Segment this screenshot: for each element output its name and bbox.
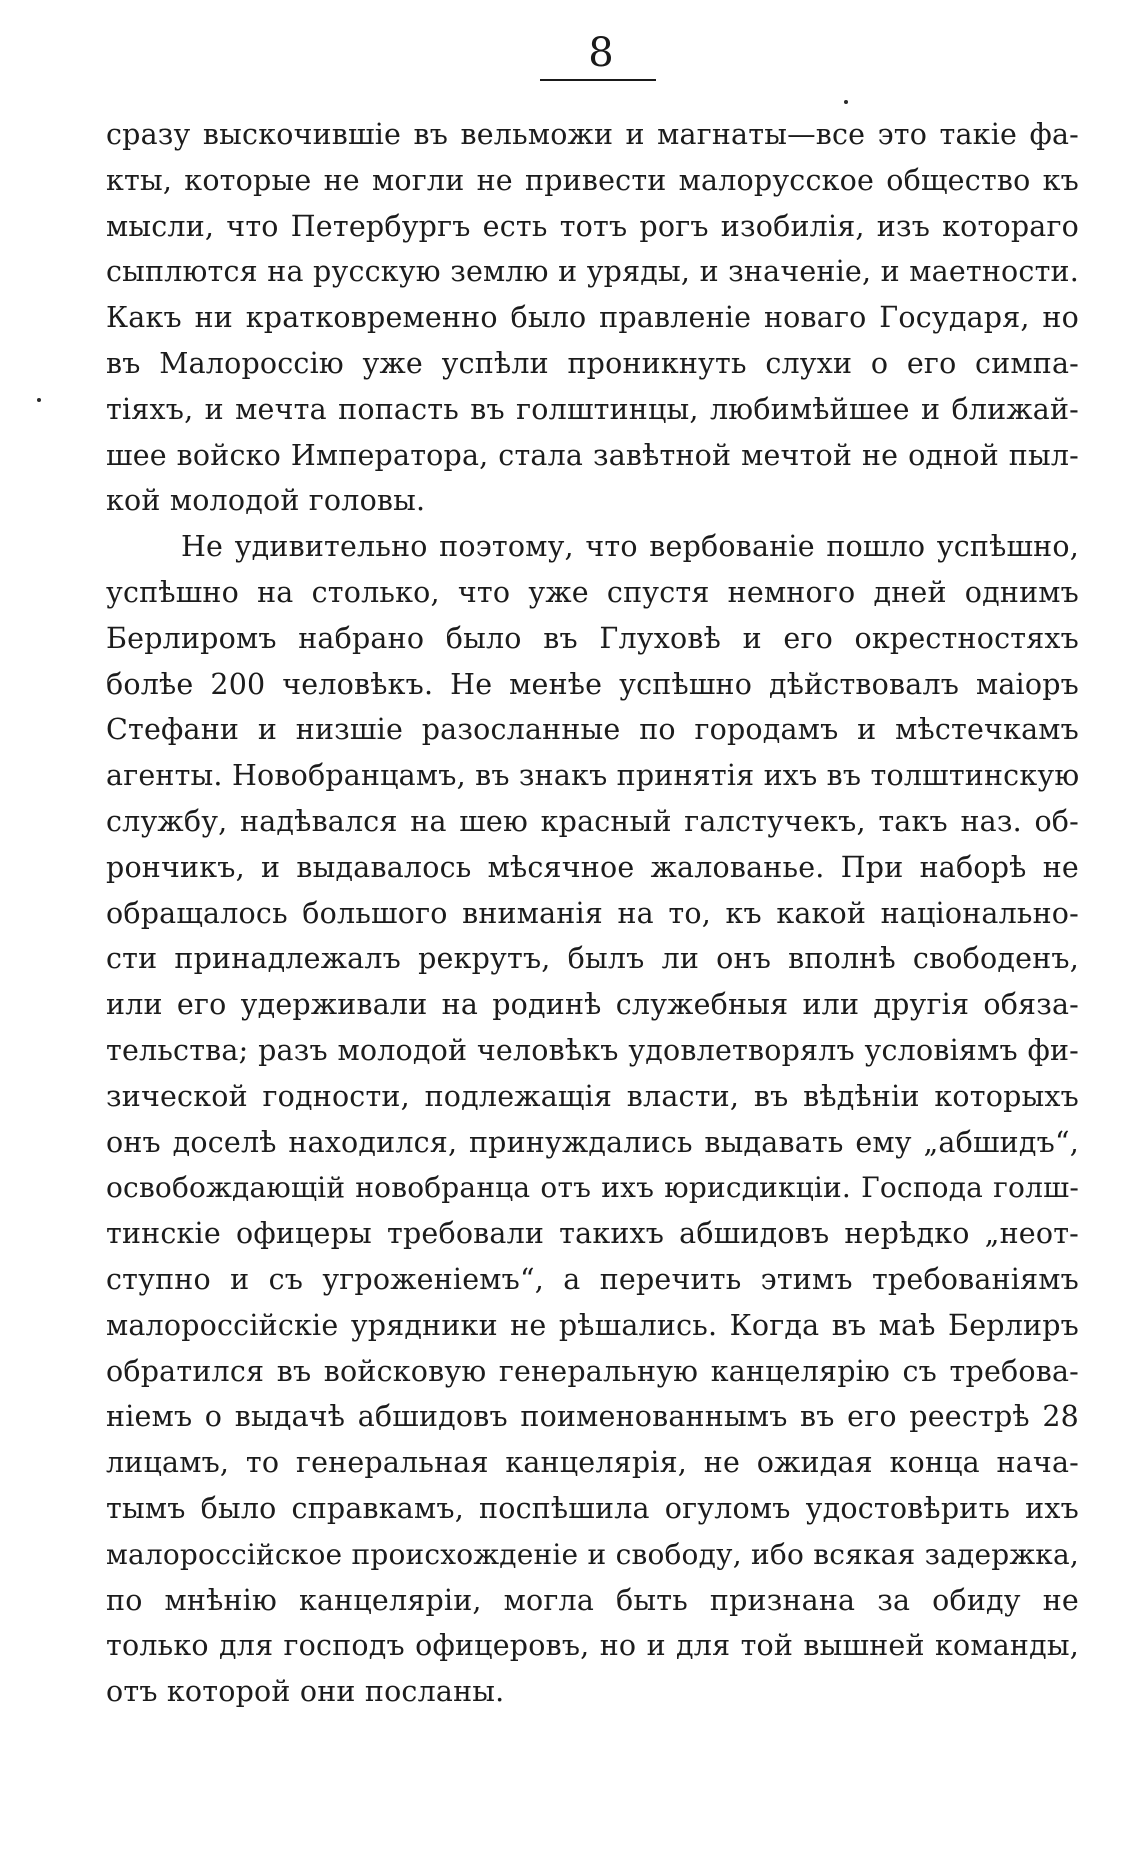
text-line: зической годности, подлежащія власти, въ вѣдѣніи которыхъ [106,1079,1079,1113]
text-line: тельства; разъ молодой человѣкъ удовлетворялъ условіямъ фи- [106,1033,1079,1067]
text-line: кты, которые не могли не привести малорусское общество къ [106,163,1079,197]
text-line: Стефани и низшіе разосланные по городамъ и мѣстечкамъ [106,713,1079,747]
text-line: сыплются на русскую землю и уряды, и значеніе, и маетности. [106,255,1079,289]
text-line: обращалось большого вниманія на то, къ какой національно- [106,896,1079,930]
text-line: ступно и съ угроженіемъ“, а перечить этимъ требованіямъ [106,1262,1079,1296]
text-line: по мнѣнію канцеляріи, могла быть признана за обиду не [106,1583,1079,1617]
text-line: лицамъ, то генеральная канцелярія, не ожидая конца нача- [106,1446,1079,1480]
text-line: онъ доселѣ находился, принуждались выдавать ему „абшидъ“, [106,1125,1079,1159]
text-line: или его удерживали на родинѣ служебныя или другія обяза- [106,988,1079,1022]
page-number: 8 [588,30,614,76]
text-line: сти принадлежалъ рекрутъ, былъ ли онъ вполнѣ свободенъ, [106,942,1079,976]
paragraph-2 [106,524,1079,1715]
text-line: освобождающій новобранца отъ ихъ юрисдикціи. Господа голш- [106,1171,1079,1205]
text-line: успѣшно на столько, что уже спустя немного дней однимъ [106,575,1079,609]
paragraph-1 [106,112,1079,524]
text-line: ніемъ о выдачѣ абшидовъ поименованнымъ въ его реестрѣ 28 [106,1400,1079,1434]
text-line: Какъ ни кратковременно было правленіе новаго Государя, но [106,301,1079,335]
text-line: въ Малороссію уже успѣли проникнуть слухи о его симпа- [106,346,1079,380]
text-line: малороссійское происхожденіе и свободу, ибо всякая задержка, [106,1537,1079,1571]
text-line: агенты. Новобранцамъ, въ знакъ принятія ихъ въ толштинскую [106,759,1080,793]
text-line: Берлиромъ набрано было въ Глуховѣ и его окрестностяхъ [106,621,1079,655]
print-speck [37,398,41,402]
text-line: шее войско Императора, стала завѣтной мечтой не одной пыл- [106,438,1079,472]
text-line: только для господъ офицеровъ, но и для той вышней команды, [106,1629,1079,1663]
body-text [106,112,1079,1715]
text-line: отъ которой они посланы. [106,1675,505,1709]
text-line: тіяхъ, и мечта попасть въ голштинцы, любимѣйшее и ближай- [106,392,1079,426]
text-line: Не удивительно поэтому, что вербованіе пошло успѣшно, [181,530,1079,564]
text-line: мысли, что Петербургъ есть тотъ рогъ изобилія, изъ котораго [106,209,1079,243]
text-line: малороссійскіе урядники не рѣшались. Когда въ маѣ Берлиръ [106,1308,1079,1342]
text-line: сразу выскочившіе въ вельможи и магнаты—все это такіе фа- [106,118,1079,151]
print-speck [844,100,848,104]
text-line: обратился въ войсковую генеральную канцелярію съ требова- [106,1354,1079,1388]
text-line: тымъ было справкамъ, поспѣшила огуломъ удостовѣрить ихъ [106,1491,1079,1525]
page-number-rule [540,79,656,81]
text-line: кой молодой головы. [106,484,426,518]
text-line: тинскіе офицеры требовали такихъ абшидовъ нерѣдко „неот- [106,1217,1079,1251]
text-line: службу, надѣвался на шею красный галстучекъ, такъ наз. об- [106,804,1079,838]
text-line: рончикъ, и выдавалось мѣсячное жалованье. При наборѣ не [106,850,1079,884]
text-line: болѣе 200 человѣкъ. Не менѣе успѣшно дѣйствовалъ маіоръ [106,667,1079,701]
